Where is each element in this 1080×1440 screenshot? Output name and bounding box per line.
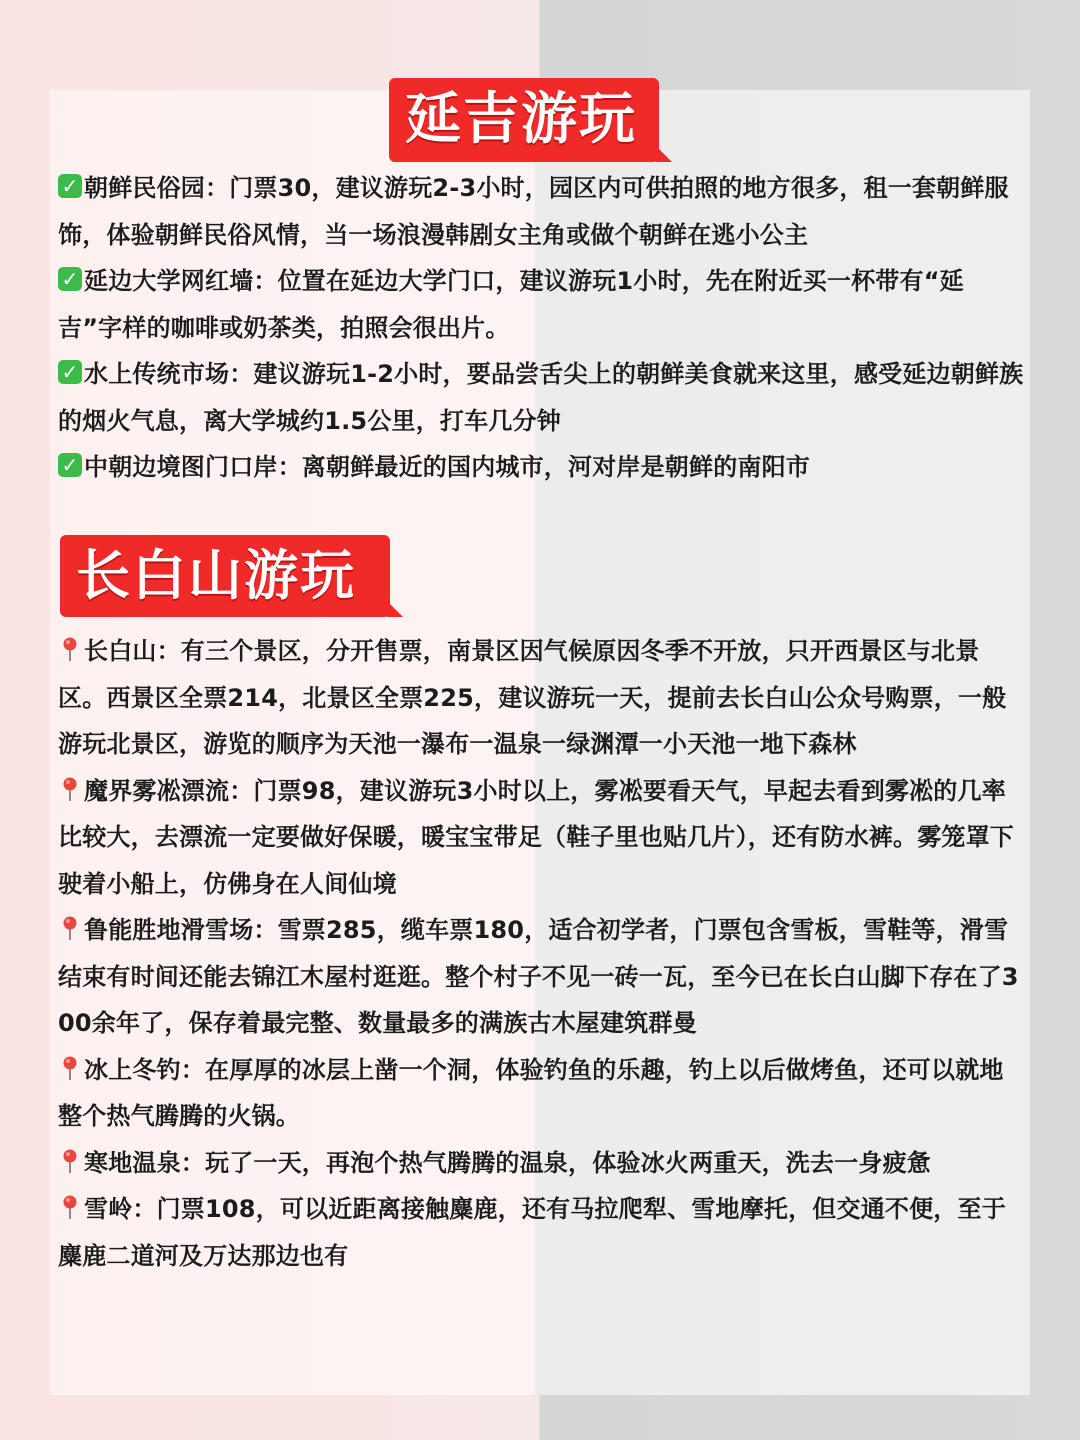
- changbaishan-title-banner: [60, 535, 390, 617]
- yanji-title: 延吉游玩: [405, 87, 637, 152]
- item-text: 延边大学网红墙：位置在延边大学门口，建议游玩1小时，先在附近买一杯带有“延吉”字样的咖啡或奶茶类，拍照会很出片。: [58, 267, 964, 342]
- item-text: 水上传统市场：建议游玩1-2小时，要品尝舌尖上的朝鲜美食就来这里，感受延边朝鲜族的烟火气息，离大学城约1.5公里，打车几分钟: [58, 360, 1024, 435]
- list-item: [58, 907, 1026, 1047]
- list-item: [58, 444, 1026, 491]
- changbaishan-title: 长白山游玩: [76, 544, 356, 607]
- pin-icon: [58, 775, 82, 803]
- item-text: 鲁能胜地滑雪场：雪票285，缆车票180，适合初学者，门票包含雪板，雪鞋等，滑雪结束有时间还能去锦江木屋村逛逛。整个村子不见一砖一瓦，至今已在长白山脚下存在了300余年了，保存着最完整、数量最多的满族古木屋建筑群曼: [58, 916, 1019, 1037]
- pin-icon: [58, 1193, 82, 1221]
- item-text: 魔界雾凇漂流：门票98，建议游玩3小时以上，雾凇要看天气，早起去看到雾凇的几率比较大，去漂流一定要做好保暖，暖宝宝带足（鞋子里也贴几片），还有防水裤。雾笼罩下驶着小船上，仿佛身在人间仙境: [58, 776, 1014, 898]
- check-icon: ✓: [58, 360, 82, 384]
- yanji-section: [58, 165, 1026, 491]
- list-item: [58, 1186, 1026, 1279]
- item-text: 中朝边境图门口岸：离朝鲜最近的国内城市，河对岸是朝鲜的南阳市: [84, 453, 810, 481]
- changbaishan-section: [58, 628, 1026, 1279]
- pin-icon: [58, 1147, 82, 1175]
- item-text: 长白山：有三个景区，分开售票，南景区因气候原因冬季不开放，只开西景区与北景区。西景区全票214，北景区全票225，建议游玩一天，提前去长白山公众号购票，一般游玩北景区，游览的顺序为天池一瀑布一温泉一绿渊潭一小天池一地下森林: [58, 637, 1007, 758]
- check-icon: ✓: [58, 453, 82, 477]
- check-icon: ✓: [58, 267, 82, 291]
- list-item: [58, 1047, 1026, 1140]
- item-text: 朝鲜民俗园：门票30，建议游玩2-3小时，园区内可供拍照的地方很多，租一套朝鲜服饰，体验朝鲜民俗风情，当一场浪漫韩剧女主角或做个朝鲜在逃小公主: [58, 174, 1009, 249]
- pin-icon: [58, 914, 82, 942]
- pin-icon: [58, 635, 82, 663]
- list-item: [58, 351, 1026, 444]
- item-text: 寒地温泉：玩了一天，再泡个热气腾腾的温泉，体验冰火两重天，洗去一身疲惫: [84, 1148, 931, 1177]
- list-item: [58, 628, 1026, 768]
- pin-icon: [58, 1054, 82, 1082]
- item-text: 雪岭：门票108，可以近距离接触麋鹿，还有马拉爬犁、雪地摩托，但交通不便，至于麋鹿二道河及万达那边也有: [58, 1195, 1006, 1270]
- check-icon: ✓: [58, 174, 82, 198]
- list-item: [58, 258, 1026, 351]
- yanji-title-banner: [389, 78, 659, 162]
- list-item: [58, 165, 1026, 258]
- item-text: 冰上冬钓：在厚厚的冰层上凿一个洞，体验钓鱼的乐趣，钓上以后做烤鱼，还可以就地整个热气腾腾的火锅。: [58, 1055, 1004, 1130]
- list-item: [58, 768, 1026, 908]
- list-item: [58, 1140, 1026, 1187]
